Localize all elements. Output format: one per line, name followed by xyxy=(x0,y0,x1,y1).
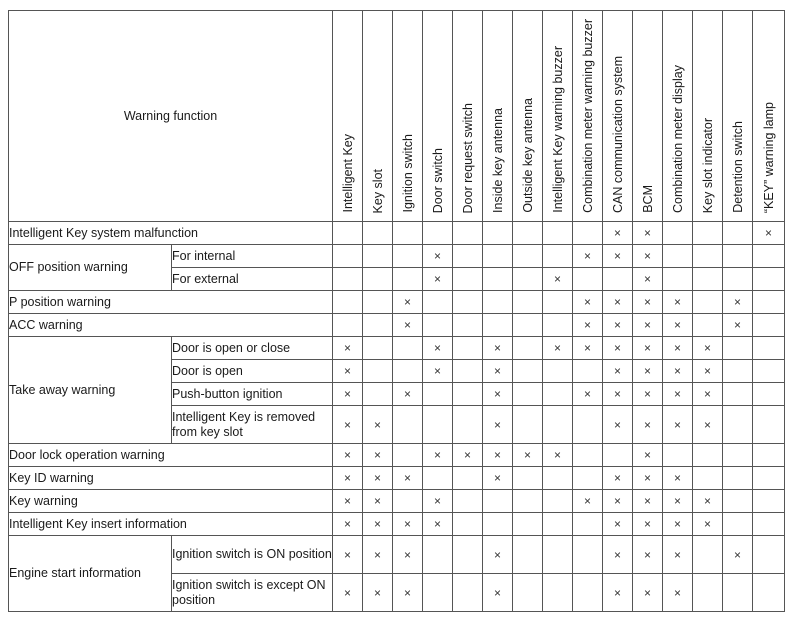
empty-cell xyxy=(423,406,453,444)
row-sub-label: For external xyxy=(172,268,333,291)
mark-cell: × xyxy=(333,574,363,612)
empty-cell xyxy=(453,337,483,360)
mark-cell: × xyxy=(633,337,663,360)
mark-cell: × xyxy=(633,360,663,383)
empty-cell xyxy=(663,222,693,245)
mark-cell: × xyxy=(333,383,363,406)
empty-cell xyxy=(573,222,603,245)
col-outside-key-antenna xyxy=(513,11,543,222)
mark-cell: × xyxy=(483,467,513,490)
empty-cell xyxy=(513,383,543,406)
mark-cell: × xyxy=(483,383,513,406)
mark-cell: × xyxy=(753,222,785,245)
mark-cell: × xyxy=(693,490,723,513)
empty-cell xyxy=(483,490,513,513)
mark-cell: × xyxy=(663,337,693,360)
row-label: ACC warning xyxy=(9,314,333,337)
empty-cell xyxy=(453,360,483,383)
empty-cell xyxy=(723,490,753,513)
empty-cell xyxy=(423,574,453,612)
empty-cell xyxy=(543,513,573,536)
empty-cell xyxy=(423,467,453,490)
mark-cell: × xyxy=(603,291,633,314)
mark-cell: × xyxy=(663,574,693,612)
mark-cell: × xyxy=(663,406,693,444)
col-door-request-switch xyxy=(453,11,483,222)
empty-cell xyxy=(753,383,785,406)
empty-cell xyxy=(363,360,393,383)
mark-cell: × xyxy=(333,467,363,490)
empty-cell xyxy=(453,490,483,513)
empty-cell xyxy=(693,268,723,291)
mark-cell: × xyxy=(603,222,633,245)
table-row xyxy=(9,291,785,314)
empty-cell xyxy=(723,222,753,245)
empty-cell xyxy=(603,268,633,291)
mark-cell: × xyxy=(543,268,573,291)
empty-cell xyxy=(723,245,753,268)
column-label: Inside key antenna xyxy=(490,108,505,213)
empty-cell xyxy=(333,314,363,337)
mark-cell: × xyxy=(603,513,633,536)
empty-cell xyxy=(543,574,573,612)
empty-cell xyxy=(723,268,753,291)
empty-cell xyxy=(573,513,603,536)
empty-cell xyxy=(423,536,453,574)
empty-cell xyxy=(753,513,785,536)
empty-cell xyxy=(453,513,483,536)
empty-cell xyxy=(603,444,633,467)
empty-cell xyxy=(393,268,423,291)
column-label: CAN communication system xyxy=(610,56,625,213)
mark-cell: × xyxy=(483,337,513,360)
empty-cell xyxy=(573,444,603,467)
empty-cell xyxy=(453,574,483,612)
empty-cell xyxy=(363,268,393,291)
mark-cell: × xyxy=(663,467,693,490)
col-combination-meter-warning-buzzer xyxy=(573,11,603,222)
empty-cell xyxy=(573,406,603,444)
empty-cell xyxy=(573,536,603,574)
table-body xyxy=(9,222,785,612)
empty-cell xyxy=(693,536,723,574)
corner-label: Warning function xyxy=(9,11,333,222)
empty-cell xyxy=(363,383,393,406)
column-label: Outside key antenna xyxy=(520,98,535,213)
col-door-switch xyxy=(423,11,453,222)
empty-cell xyxy=(753,490,785,513)
row-label: P position warning xyxy=(9,291,333,314)
empty-cell xyxy=(453,536,483,574)
mark-cell: × xyxy=(423,513,453,536)
empty-cell xyxy=(393,360,423,383)
mark-cell: × xyxy=(393,291,423,314)
row-sub-label: For internal xyxy=(172,245,333,268)
mark-cell: × xyxy=(663,360,693,383)
empty-cell xyxy=(723,406,753,444)
column-label: Key slot indicator xyxy=(700,117,715,213)
mark-cell: × xyxy=(423,490,453,513)
mark-cell: × xyxy=(603,406,633,444)
mark-cell: × xyxy=(603,245,633,268)
empty-cell xyxy=(753,406,785,444)
empty-cell xyxy=(543,406,573,444)
table-row xyxy=(9,490,785,513)
empty-cell xyxy=(753,360,785,383)
mark-cell: × xyxy=(363,444,393,467)
header-row xyxy=(9,11,785,222)
mark-cell: × xyxy=(483,536,513,574)
empty-cell xyxy=(453,467,483,490)
mark-cell: × xyxy=(573,490,603,513)
mark-cell: × xyxy=(693,337,723,360)
row-sub-label: Door is open or close xyxy=(172,337,333,360)
empty-cell xyxy=(543,222,573,245)
empty-cell xyxy=(513,513,543,536)
mark-cell: × xyxy=(633,513,663,536)
empty-cell xyxy=(573,268,603,291)
mark-cell: × xyxy=(663,536,693,574)
empty-cell xyxy=(483,222,513,245)
empty-cell xyxy=(753,574,785,612)
mark-cell: × xyxy=(363,406,393,444)
empty-cell xyxy=(513,360,543,383)
empty-cell xyxy=(693,245,723,268)
empty-cell xyxy=(513,268,543,291)
col-intelligent-key-warning-buzzer xyxy=(543,11,573,222)
mark-cell: × xyxy=(393,314,423,337)
mark-cell: × xyxy=(483,360,513,383)
mark-cell: × xyxy=(603,337,633,360)
empty-cell xyxy=(423,314,453,337)
mark-cell: × xyxy=(363,467,393,490)
empty-cell xyxy=(453,406,483,444)
empty-cell xyxy=(393,245,423,268)
row-sub-label: Door is open xyxy=(172,360,333,383)
empty-cell xyxy=(393,222,423,245)
empty-cell xyxy=(723,467,753,490)
mark-cell: × xyxy=(603,574,633,612)
empty-cell xyxy=(333,222,363,245)
empty-cell xyxy=(363,291,393,314)
mark-cell: × xyxy=(363,490,393,513)
empty-cell xyxy=(513,467,543,490)
table-row xyxy=(9,222,785,245)
empty-cell xyxy=(363,222,393,245)
mark-cell: × xyxy=(333,513,363,536)
mark-cell: × xyxy=(423,337,453,360)
col-key-warning-lamp xyxy=(753,11,785,222)
mark-cell: × xyxy=(663,490,693,513)
mark-cell: × xyxy=(633,383,663,406)
mark-cell: × xyxy=(513,444,543,467)
empty-cell xyxy=(513,406,543,444)
empty-cell xyxy=(513,337,543,360)
empty-cell xyxy=(543,314,573,337)
empty-cell xyxy=(423,383,453,406)
row-label: Intelligent Key insert information xyxy=(9,513,333,536)
table-row xyxy=(9,337,785,360)
empty-cell xyxy=(723,574,753,612)
mark-cell: × xyxy=(573,314,603,337)
mark-cell: × xyxy=(423,444,453,467)
col-can-communication-system xyxy=(603,11,633,222)
mark-cell: × xyxy=(573,337,603,360)
empty-cell xyxy=(693,574,723,612)
empty-cell xyxy=(663,268,693,291)
mark-cell: × xyxy=(633,268,663,291)
mark-cell: × xyxy=(633,574,663,612)
empty-cell xyxy=(693,444,723,467)
empty-cell xyxy=(753,314,785,337)
mark-cell: × xyxy=(423,360,453,383)
mark-cell: × xyxy=(723,314,753,337)
empty-cell xyxy=(423,291,453,314)
warning-function-table xyxy=(8,10,785,612)
empty-cell xyxy=(723,383,753,406)
empty-cell xyxy=(393,490,423,513)
empty-cell xyxy=(333,245,363,268)
mark-cell: × xyxy=(693,383,723,406)
mark-cell: × xyxy=(543,337,573,360)
empty-cell xyxy=(573,467,603,490)
empty-cell xyxy=(513,291,543,314)
empty-cell xyxy=(363,314,393,337)
column-label: Door switch xyxy=(430,147,445,213)
mark-cell: × xyxy=(483,406,513,444)
empty-cell xyxy=(363,337,393,360)
empty-cell xyxy=(723,444,753,467)
mark-cell: × xyxy=(603,536,633,574)
mark-cell: × xyxy=(483,574,513,612)
empty-cell xyxy=(693,222,723,245)
mark-cell: × xyxy=(393,513,423,536)
mark-cell: × xyxy=(693,360,723,383)
col-key-slot xyxy=(363,11,393,222)
mark-cell: × xyxy=(423,245,453,268)
mark-cell: × xyxy=(693,513,723,536)
mark-cell: × xyxy=(363,513,393,536)
mark-cell: × xyxy=(333,406,363,444)
empty-cell xyxy=(723,360,753,383)
row-sub-label: Push-button ignition xyxy=(172,383,333,406)
mark-cell: × xyxy=(663,291,693,314)
empty-cell xyxy=(663,245,693,268)
column-label: Key slot xyxy=(370,168,385,213)
mark-cell: × xyxy=(633,406,663,444)
empty-cell xyxy=(693,314,723,337)
empty-cell xyxy=(753,444,785,467)
col-bcm xyxy=(633,11,663,222)
empty-cell xyxy=(543,360,573,383)
mark-cell: × xyxy=(483,444,513,467)
empty-cell xyxy=(723,513,753,536)
mark-cell: × xyxy=(333,490,363,513)
empty-cell xyxy=(573,574,603,612)
empty-cell xyxy=(693,291,723,314)
mark-cell: × xyxy=(603,467,633,490)
mark-cell: × xyxy=(633,536,663,574)
mark-cell: × xyxy=(633,467,663,490)
mark-cell: × xyxy=(393,467,423,490)
mark-cell: × xyxy=(393,536,423,574)
mark-cell: × xyxy=(633,314,663,337)
column-label: Intelligent Key warning buzzer xyxy=(550,46,565,213)
empty-cell xyxy=(423,222,453,245)
col-combination-meter-display xyxy=(663,11,693,222)
mark-cell: × xyxy=(633,245,663,268)
column-label: Intelligent Key xyxy=(340,134,355,213)
empty-cell xyxy=(753,268,785,291)
empty-cell xyxy=(753,467,785,490)
mark-cell: × xyxy=(393,383,423,406)
col-detention-switch xyxy=(723,11,753,222)
mark-cell: × xyxy=(573,245,603,268)
empty-cell xyxy=(513,536,543,574)
row-label: Door lock operation warning xyxy=(9,444,333,467)
empty-cell xyxy=(543,383,573,406)
empty-cell xyxy=(333,291,363,314)
empty-cell xyxy=(513,314,543,337)
empty-cell xyxy=(543,245,573,268)
empty-cell xyxy=(543,536,573,574)
empty-cell xyxy=(333,268,363,291)
row-label: Intelligent Key system malfunction xyxy=(9,222,333,245)
empty-cell xyxy=(753,291,785,314)
column-label: BCM xyxy=(640,185,655,213)
mark-cell: × xyxy=(573,291,603,314)
table-row xyxy=(9,314,785,337)
mark-cell: × xyxy=(333,536,363,574)
column-label: “KEY” warning lamp xyxy=(761,101,776,213)
mark-cell: × xyxy=(333,337,363,360)
mark-cell: × xyxy=(573,383,603,406)
empty-cell xyxy=(483,245,513,268)
mark-cell: × xyxy=(633,444,663,467)
mark-cell: × xyxy=(603,383,633,406)
empty-cell xyxy=(543,467,573,490)
mark-cell: × xyxy=(693,406,723,444)
mark-cell: × xyxy=(633,490,663,513)
mark-cell: × xyxy=(603,314,633,337)
empty-cell xyxy=(393,337,423,360)
table-row xyxy=(9,245,785,268)
empty-cell xyxy=(453,222,483,245)
mark-cell: × xyxy=(663,383,693,406)
empty-cell xyxy=(483,268,513,291)
column-label: Combination meter display xyxy=(670,65,685,213)
empty-cell xyxy=(453,314,483,337)
table-row xyxy=(9,444,785,467)
empty-cell xyxy=(363,245,393,268)
empty-cell xyxy=(483,291,513,314)
row-group-label: Take away warning xyxy=(9,337,172,444)
empty-cell xyxy=(453,245,483,268)
mark-cell: × xyxy=(333,444,363,467)
mark-cell: × xyxy=(363,536,393,574)
mark-cell: × xyxy=(603,490,633,513)
empty-cell xyxy=(543,291,573,314)
empty-cell xyxy=(483,513,513,536)
empty-cell xyxy=(453,383,483,406)
empty-cell xyxy=(453,291,483,314)
column-label: Combination meter warning buzzer xyxy=(580,19,595,213)
row-group-label: Engine start information xyxy=(9,536,172,612)
col-ignition-switch xyxy=(393,11,423,222)
empty-cell xyxy=(753,337,785,360)
empty-cell xyxy=(513,574,543,612)
table-row xyxy=(9,536,785,574)
mark-cell: × xyxy=(723,536,753,574)
column-label: Detention switch xyxy=(730,121,745,213)
col-inside-key-antenna xyxy=(483,11,513,222)
empty-cell xyxy=(693,467,723,490)
mark-cell: × xyxy=(663,513,693,536)
col-key-slot-indicator xyxy=(693,11,723,222)
table-row xyxy=(9,467,785,490)
col-intelligent-key xyxy=(333,11,363,222)
mark-cell: × xyxy=(633,291,663,314)
table-row xyxy=(9,513,785,536)
row-sub-label: Ignition switch is ON position xyxy=(172,536,333,574)
empty-cell xyxy=(513,245,543,268)
empty-cell xyxy=(513,222,543,245)
empty-cell xyxy=(453,268,483,291)
mark-cell: × xyxy=(423,268,453,291)
empty-cell xyxy=(393,444,423,467)
mark-cell: × xyxy=(663,314,693,337)
mark-cell: × xyxy=(603,360,633,383)
mark-cell: × xyxy=(723,291,753,314)
empty-cell xyxy=(543,490,573,513)
empty-cell xyxy=(723,337,753,360)
empty-cell xyxy=(573,360,603,383)
row-group-label: OFF position warning xyxy=(9,245,172,291)
empty-cell xyxy=(663,444,693,467)
mark-cell: × xyxy=(633,222,663,245)
row-label: Key ID warning xyxy=(9,467,333,490)
column-label: Door request switch xyxy=(460,102,475,213)
empty-cell xyxy=(753,245,785,268)
empty-cell xyxy=(393,406,423,444)
row-label: Key warning xyxy=(9,490,333,513)
row-sub-label: Ignition switch is except ON position xyxy=(172,574,333,612)
mark-cell: × xyxy=(453,444,483,467)
mark-cell: × xyxy=(543,444,573,467)
empty-cell xyxy=(513,490,543,513)
mark-cell: × xyxy=(363,574,393,612)
empty-cell xyxy=(483,314,513,337)
mark-cell: × xyxy=(393,574,423,612)
column-label: Ignition switch xyxy=(400,134,415,213)
mark-cell: × xyxy=(333,360,363,383)
empty-cell xyxy=(753,536,785,574)
row-sub-label: Intelligent Key is removed from key slot xyxy=(172,406,333,444)
